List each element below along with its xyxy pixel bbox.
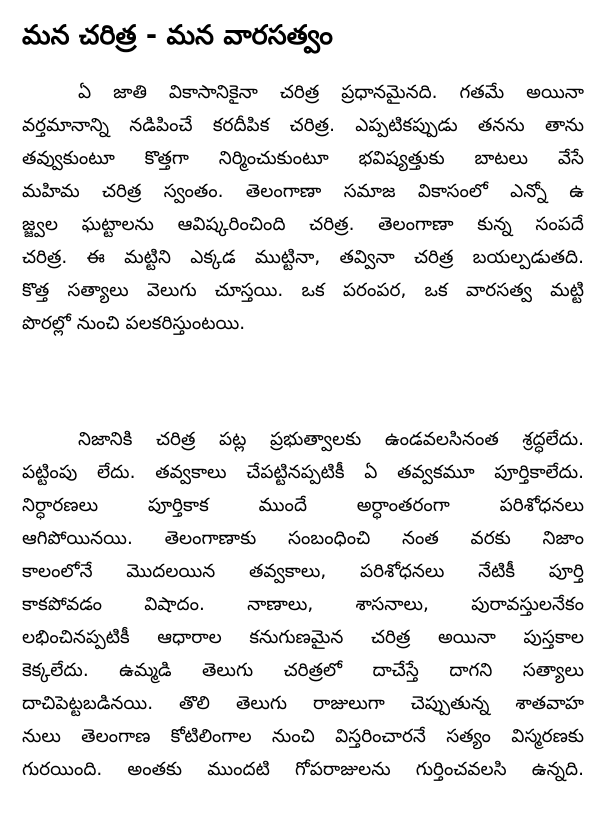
text-line: నిజానికి చరిత్ర పట్ల ప్రభుత్వాలకు ఉండవలసినంత శ్రద్ధలేదు. — [78, 429, 584, 450]
text-line: నులు తెలంగాణ కోటిలింగాల నుంచి విస్తరించారనే సత్యం విస్మరణకు — [22, 726, 584, 747]
text-line: లభించినప్పటికీ ఆధారాల కనుగుణమైన చరిత్ర అయినా పుస్తకాల — [22, 627, 584, 648]
text-line: చరిత్ర. ఈ మట్టిని ఎక్కడ ముట్టినా, తవ్వినా చరిత్ర బయల్పడుతది. — [22, 247, 584, 268]
text-line: జ్జ్వల ఘట్టాలను ఆవిష్కరించింది చరిత్ర. తెలంగాణా కున్న సంపదే — [22, 214, 584, 235]
text-line: గురయింది. అంతకు ముందటి గోపరాజులను గుర్తించవలసి ఉన్నది. — [22, 759, 584, 780]
text-line: పొరల్లో నుంచి పలకరిస్తుంటయి. — [22, 313, 246, 334]
text-line: కాకపోవడం విషాదం. నాణాలు, శాసనాలు, పురావస్తులనేకం — [22, 594, 584, 615]
text-line: కెక్కలేదు. ఉమ్మడి తెలుగు చరిత్రలో దాచేస్తే దాగని సత్యాలు — [22, 660, 584, 681]
text-line: కొత్త సత్యాలు వెలుగు చూస్తయి. ఒక పరంపర, ఒక వారసత్వ మట్టి — [22, 280, 584, 301]
text-line: కాలంలోనే మొదలయిన తవ్వకాలు, పరిశోధనలు నేటికీ పూర్తి — [22, 561, 584, 582]
text-line: ఏ జాతి వికాసానికైనా చరిత్ర ప్రధానమైనది. గతమే అయినా — [78, 82, 584, 103]
page-title: మన చరిత్ర - మన వారసత్వం — [22, 20, 333, 51]
text-line: తవ్వుకుంటూ కొత్తగా నిర్మించుకుంటూ భవిష్యత్తుకు బాటలు వేసే — [22, 148, 584, 169]
text-line: వర్తమానాన్ని నడిపించే కరదీపిక చరిత్ర. ఎప్పటికప్పుడు తనను తాను — [22, 115, 584, 136]
text-line: పట్టింపు లేదు. తవ్వకాలు చేపట్టినప్పటికీ ఏ తవ్వకమూ పూర్తికాలేదు. — [22, 462, 584, 483]
paragraph-1 — [22, 76, 584, 340]
text-line: నిర్ధారణలు పూర్తికాక ముందే అర్ధాంతరంగా పరిశోధనలు — [22, 495, 584, 516]
text-line: దాచిపెట్టబడినయి. తొలి తెలుగు రాజులుగా చెప్పుతున్న శాతవాహ — [22, 693, 584, 714]
text-line: ఆగిపోయినయి. తెలంగాణాకు సంబంధించి నంత వరకు నిజాం — [22, 528, 584, 549]
paragraph-2 — [22, 423, 584, 786]
text-line: మహిమ చరిత్ర స్వంతం. తెలంగాణా సమాజ వికాసంలో ఎన్నో ఉ — [22, 181, 584, 202]
